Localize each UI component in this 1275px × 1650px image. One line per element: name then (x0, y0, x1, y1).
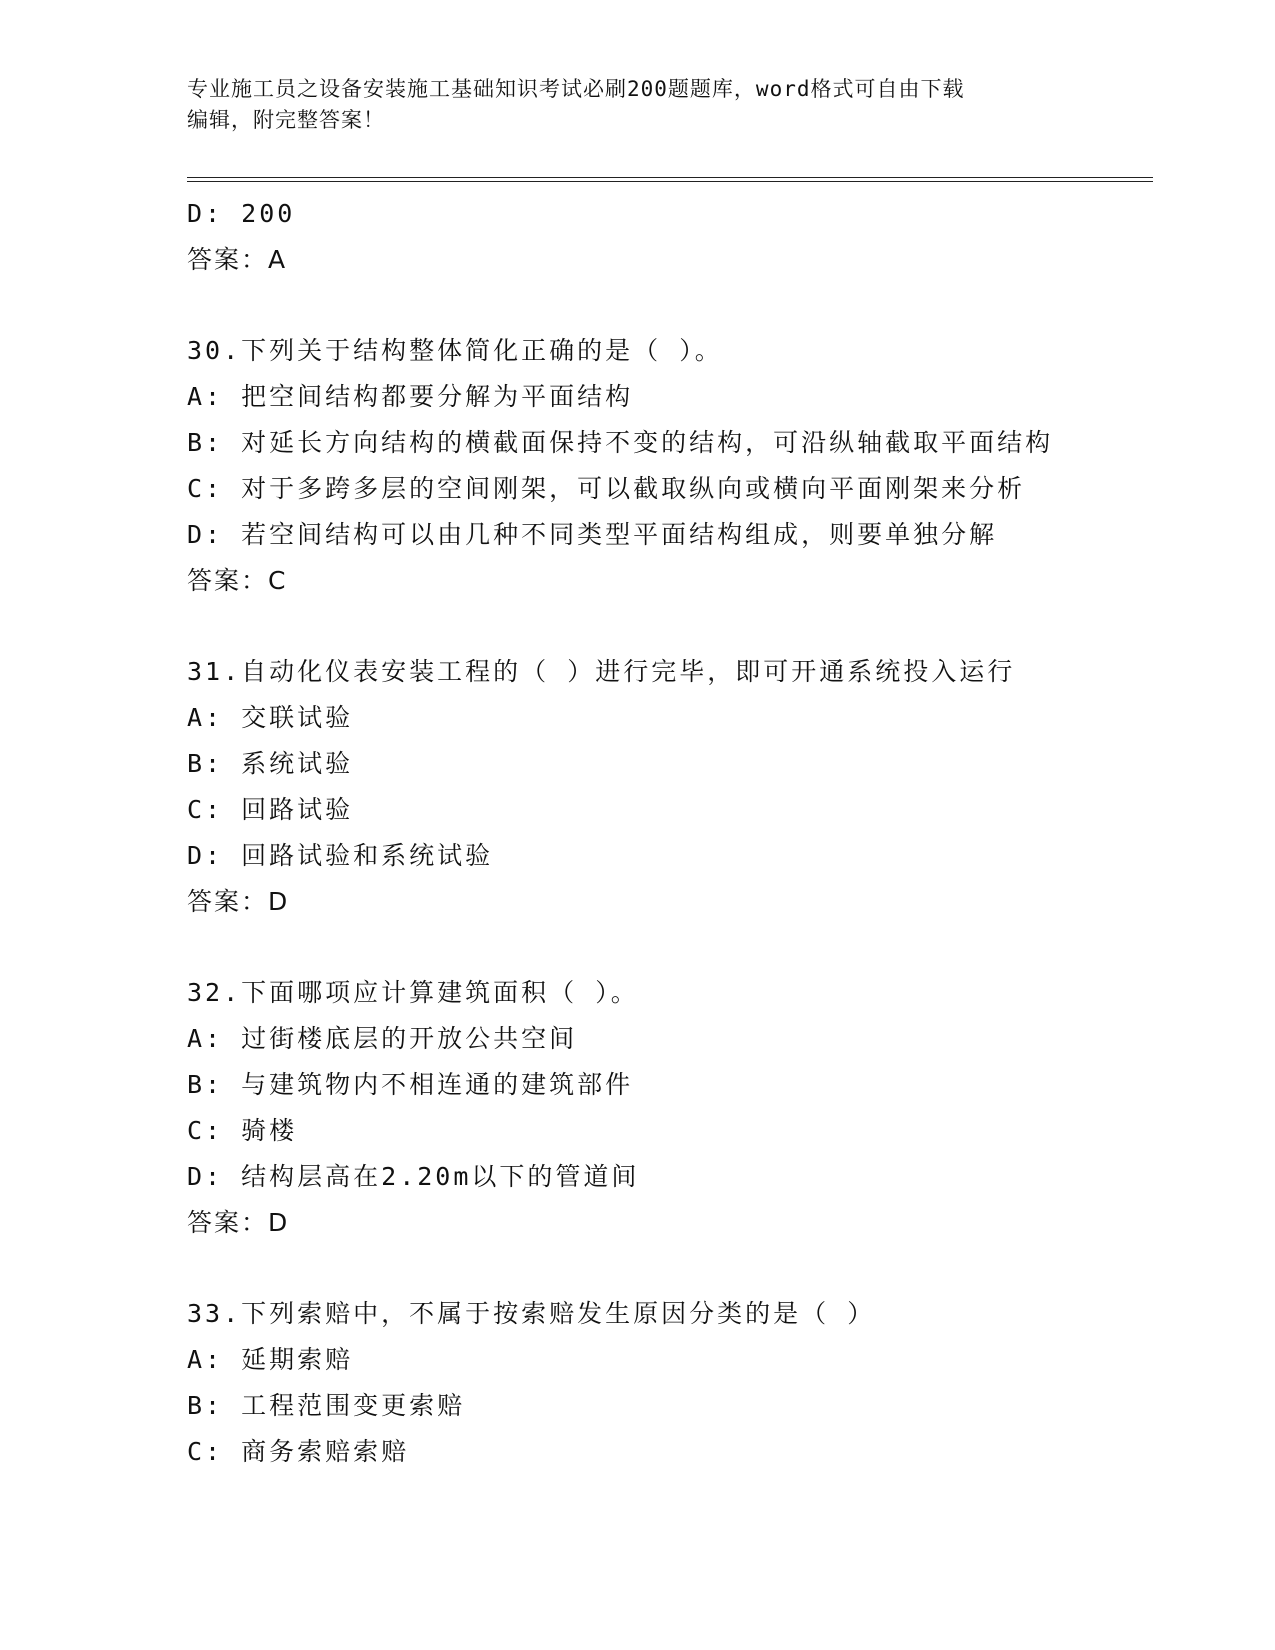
document-header (187, 74, 1087, 136)
header-title-line-2: 编辑，附完整答案！ (187, 108, 385, 132)
option-d: D: 200 (187, 199, 296, 228)
header-title-line-1: 专业施工员之设备安装施工基础知识考试必刷200题题库，word格式可自由下载 (187, 77, 965, 101)
question-spacer (187, 283, 1147, 328)
question-spacer (187, 604, 1147, 649)
option-a: A: 过街楼底层的开放公共空间 (187, 1024, 578, 1053)
option-b: B: 工程范围变更索赔 (187, 1391, 466, 1420)
option-b: B: 系统试验 (187, 749, 354, 778)
question-spacer (187, 1246, 1147, 1291)
answer-line: 答案：A (187, 245, 288, 274)
answer-line: 答案：C (187, 566, 288, 595)
option-d: D: 结构层高在2.20m以下的管道间 (187, 1162, 640, 1191)
header-divider (187, 177, 1153, 182)
question-stem: 32.下面哪项应计算建筑面积（ ）。 (187, 978, 639, 1007)
option-c: C: 商务索赔索赔 (187, 1437, 410, 1466)
question-stem: 30.下列关于结构整体简化正确的是（ ）。 (187, 336, 723, 365)
answer-line: 答案：D (187, 1208, 290, 1237)
option-a: A: 交联试验 (187, 703, 354, 732)
option-c: C: 对于多跨多层的空间刚架，可以截取纵向或横向平面刚架来分析 (187, 474, 1026, 503)
question-list (187, 191, 1147, 1475)
question-stem: 33.下列索赔中，不属于按索赔发生原因分类的是（ ） (187, 1299, 876, 1328)
option-c: C: 回路试验 (187, 795, 354, 824)
option-c: C: 骑楼 (187, 1116, 298, 1145)
option-a: A: 延期索赔 (187, 1345, 354, 1374)
option-d: D: 若空间结构可以由几种不同类型平面结构组成，则要单独分解 (187, 520, 998, 549)
option-b: B: 对延长方向结构的横截面保持不变的结构，可沿纵轴截取平面结构 (187, 428, 1054, 457)
option-d: D: 回路试验和系统试验 (187, 841, 494, 870)
option-a: A: 把空间结构都要分解为平面结构 (187, 382, 634, 411)
question-stem: 31.自动化仪表安装工程的（ ）进行完毕，即可开通系统投入运行 (187, 657, 1016, 686)
answer-line: 答案：D (187, 887, 290, 916)
option-b: B: 与建筑物内不相连通的建筑部件 (187, 1070, 634, 1099)
question-spacer (187, 925, 1147, 970)
